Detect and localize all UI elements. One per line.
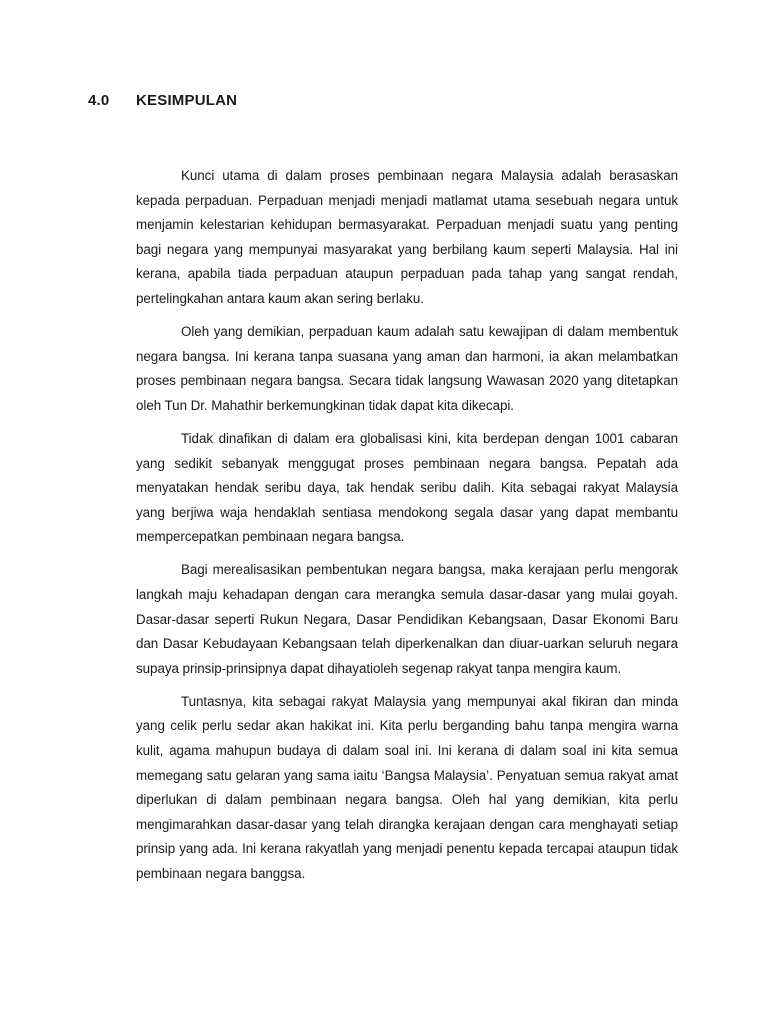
body-text (136, 164, 678, 895)
paragraph-2: Oleh yang demikian, perpaduan kaum adalah satu kewajipan di dalam membentuk negara bangsa. Ini kerana tanpa suasana yang aman dan harmoni, ia akan melambatkan proses pembinaan negara bangsa. Secara tidak langsung Wawasan 2020 yang ditetapkan oleh Tun Dr. Mahathir berkemungkinan tidak dapat kita dikecapi. (136, 324, 678, 413)
section-title: KESIMPULAN (136, 92, 238, 109)
paragraph-1: Kunci utama di dalam proses pembinaan negara Malaysia adalah berasaskan kepada perpaduan. Perpaduan menjadi menjadi matlamat utama sesebuah negara untuk menjamin kelestarian kehidupan bermasyarakat. Perpaduan menjadi suatu yang penting bagi negara yang mempunyai masyarakat yang berbilang kaum seperti Malaysia. Hal ini kerana, apabila tiada perpaduan ataupun perpaduan pada tahap yang sangat rendah, pertelingkahan antara kaum akan sering berlaku. (136, 168, 678, 306)
paragraph-4: Bagi merealisasikan pembentukan negara bangsa, maka kerajaan perlu mengorak langkah maju kehadapan dengan cara merangka semula dasar-dasar yang mulai goyah. Dasar-dasar seperti Rukun Negara, Dasar Pendidikan Kebangsaan, Dasar Ekonomi Baru dan Dasar Kebudayaan Kebangsaan telah diperkenalkan dan diuar-uarkan seluruh negara supaya prinsip-prinsipnya dapat dihayatioleh segenap rakyat tanpa mengira kaum. (136, 562, 678, 676)
paragraph-3: Tidak dinafikan di dalam era globalisasi kini, kita berdepan dengan 1001 cabaran yang sedikit sebanyak menggugat proses pembinaan negara bangsa. Pepatah ada menyatakan hendak seribu daya, tak hendak seribu dalih. Kita sebagai rakyat Malaysia yang berjiwa waja hendaklah sentiasa mendokong segala dasar yang dapat membantu mempercepatkan pembinaan negara bangsa. (136, 430, 678, 545)
section-heading (88, 92, 237, 109)
section-number: 4.0 (88, 92, 110, 109)
paragraph-5: Tuntasnya, kita sebagai rakyat Malaysia yang mempunyai akal fikiran dan minda yang celik perlu sedar akan hakikat ini. Kita perlu berganding bahu tanpa mengira warna kulit, agama mahupun budaya di dalam soal ini. Ini kerana di dalam soal ini kita semua memegang satu gelaran yang sama iaitu ‘Bangsa Malaysia’. Penyatuan semua rakyat amat diperlukan di dalam pembinaan negara bangsa. Oleh hal yang demikian, kita perlu mengimarahkan dasar-dasar yang telah dirangka kerajaan dengan cara menghayati setiap prinsip yang ada. Ini kerana rakyatlah yang menjadi penentu kepada tercapai ataupun tidak pembinaan negara banggsa. (136, 693, 678, 882)
